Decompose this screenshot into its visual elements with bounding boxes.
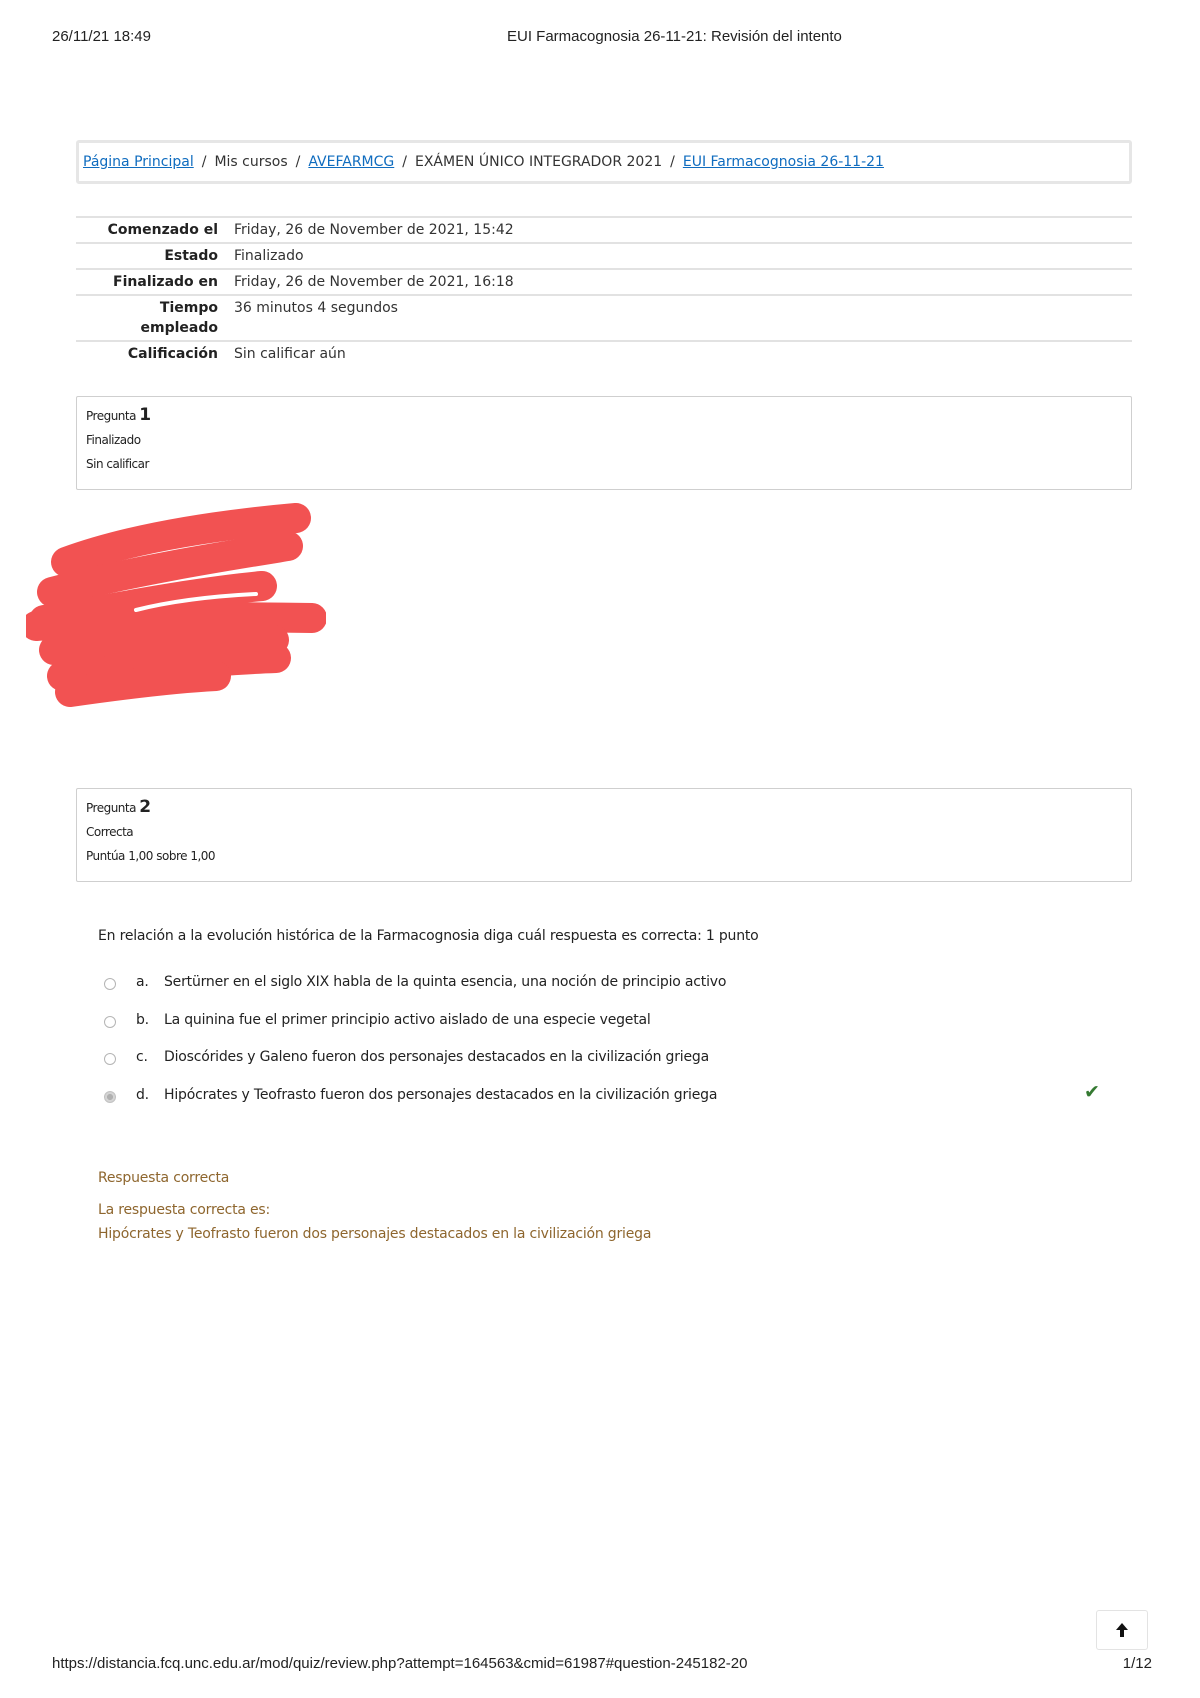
summary-label: Comenzado el bbox=[107, 222, 218, 238]
radio-button[interactable] bbox=[104, 1016, 116, 1028]
check-icon: ✔ bbox=[1084, 1080, 1100, 1103]
question-grade: Sin calificar bbox=[86, 457, 149, 471]
question-prefix: Pregunta bbox=[86, 801, 136, 815]
summary-label-line: empleado bbox=[140, 320, 218, 336]
question-feedback bbox=[98, 1170, 651, 1250]
redaction-scribble bbox=[26, 500, 326, 715]
summary-value: 36 minutos 4 segundos bbox=[234, 300, 398, 316]
arrow-up-icon bbox=[1115, 1622, 1129, 1638]
summary-value: Friday, 26 de November de 2021, 15:42 bbox=[234, 222, 514, 238]
question-2-text: En relación a la evolución histórica de la Farmacognosia diga cuál respuesta es correcta: 1 punto bbox=[98, 928, 759, 944]
summary-row-grade bbox=[76, 340, 1132, 366]
summary-label: Finalizado en bbox=[113, 274, 218, 290]
summary-row-finished bbox=[76, 268, 1132, 294]
summary-row-time bbox=[76, 294, 1132, 340]
print-title: EUI Farmacognosia 26-11-21: Revisión del intento bbox=[507, 28, 842, 45]
answer-letter: c. bbox=[136, 1049, 148, 1065]
print-datetime: 26/11/21 18:49 bbox=[52, 28, 151, 45]
summary-row-started bbox=[76, 216, 1132, 242]
summary-value: Friday, 26 de November de 2021, 16:18 bbox=[234, 274, 514, 290]
summary-label: Estado bbox=[164, 248, 218, 264]
radio-button-selected[interactable] bbox=[104, 1091, 116, 1103]
question-grade: Puntúa 1,00 sobre 1,00 bbox=[86, 849, 216, 863]
answer-text: Dioscórides y Galeno fueron dos personajes destacados en la civilización griega bbox=[164, 1049, 709, 1065]
question-state: Correcta bbox=[86, 825, 134, 839]
answer-option-c[interactable] bbox=[104, 1049, 1104, 1087]
summary-label: Calificación bbox=[127, 346, 218, 362]
question-number bbox=[86, 797, 1122, 819]
radio-button[interactable] bbox=[104, 1053, 116, 1065]
question-prefix: Pregunta bbox=[86, 409, 136, 423]
question-number-value: 1 bbox=[139, 405, 152, 425]
radio-button[interactable] bbox=[104, 978, 116, 990]
breadcrumb-separator: / bbox=[201, 154, 207, 170]
answer-option-a[interactable] bbox=[104, 974, 1104, 1012]
breadcrumb-separator: / bbox=[402, 154, 407, 170]
answer-option-b[interactable] bbox=[104, 1012, 1104, 1050]
summary-value: Finalizado bbox=[234, 248, 304, 264]
answer-text: La quinina fue el primer principio activo aislado de una especie vegetal bbox=[164, 1011, 651, 1028]
answer-text: Sertürner en el siglo XIX habla de la quinta esencia, una noción de principio activo bbox=[164, 974, 727, 990]
answer-option-d[interactable] bbox=[104, 1080, 1104, 1125]
summary-row-state bbox=[76, 242, 1132, 268]
question-state: Finalizado bbox=[86, 433, 141, 447]
breadcrumb-section: EXÁMEN ÚNICO INTEGRADOR 2021 bbox=[414, 154, 663, 170]
print-url: https://distancia.fcq.unc.edu.ar/mod/quiz/review.php?attempt=164563&cmid=61987#question-245182-20 bbox=[52, 1655, 748, 1672]
breadcrumb-separator: / bbox=[670, 154, 675, 170]
summary-value: Sin calificar aún bbox=[234, 346, 346, 362]
right-answer-text: Hipócrates y Teofrasto fueron dos personajes destacados en la civilización griega bbox=[98, 1226, 652, 1242]
right-answer-label: La respuesta correcta es: bbox=[98, 1202, 271, 1218]
attempt-summary-table bbox=[76, 216, 1132, 366]
breadcrumb-separator: / bbox=[295, 154, 301, 170]
answer-letter: d. bbox=[136, 1086, 149, 1103]
scroll-to-top-button[interactable] bbox=[1096, 1610, 1148, 1650]
feedback-result: Respuesta correcta bbox=[98, 1170, 230, 1186]
breadcrumb-home-link[interactable]: Página Principal bbox=[83, 154, 194, 170]
question-2-info bbox=[76, 788, 1132, 882]
answer-list bbox=[104, 974, 1104, 1124]
breadcrumb-my-courses: Mis cursos bbox=[214, 154, 288, 170]
summary-label bbox=[76, 296, 230, 340]
breadcrumb-course-link[interactable]: AVEFARMCG bbox=[308, 154, 395, 170]
answer-letter: a. bbox=[136, 974, 149, 990]
print-page-number: 1/12 bbox=[1122, 1655, 1152, 1672]
question-1-info bbox=[76, 396, 1132, 490]
answer-text: Hipócrates y Teofrasto fueron dos personajes destacados en la civilización griega bbox=[164, 1086, 718, 1103]
summary-label-line: Tiempo bbox=[159, 300, 218, 316]
breadcrumb bbox=[76, 140, 1132, 184]
breadcrumb-quiz-link[interactable]: EUI Farmacognosia 26-11-21 bbox=[682, 154, 884, 170]
feedback-spacer bbox=[98, 1194, 651, 1202]
question-number-value: 2 bbox=[139, 797, 152, 817]
question-number bbox=[86, 405, 1122, 427]
answer-letter: b. bbox=[136, 1011, 149, 1028]
